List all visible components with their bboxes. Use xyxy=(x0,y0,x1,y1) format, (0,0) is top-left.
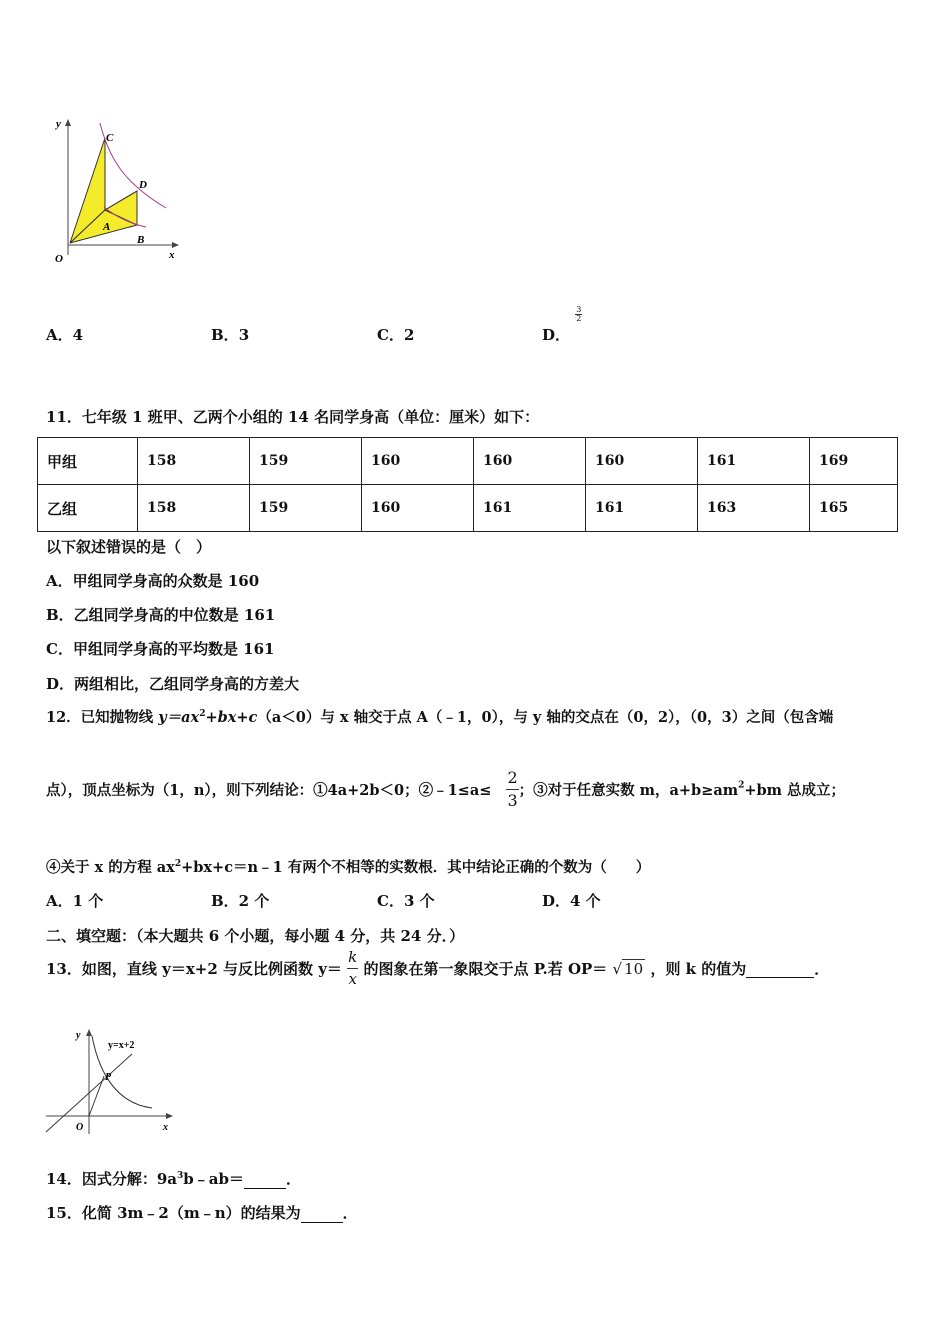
q15-answer-blank[interactable] xyxy=(301,1204,343,1223)
table-cell: 169 xyxy=(810,438,898,485)
q14-stem: 14．因式分解：$9a^3b﹣ab=$ ． xyxy=(46,1170,302,1188)
label-y: y xyxy=(56,118,61,130)
q11-option-b: B．乙组同学身高的中位数是 161 xyxy=(46,606,276,624)
q13-stem: 13．如图，直线 y＝x+2 与反比例函数 y＝ $\frac{k}{x}$ 的图象在第一象限交于点 P.若 OP＝ √ 10 ，则 k 的值为 ． xyxy=(46,948,830,988)
table-cell: 161 xyxy=(474,485,586,532)
q13-answer-blank[interactable] xyxy=(746,959,814,978)
y-axis-arrow xyxy=(65,119,71,126)
table-row xyxy=(38,485,898,532)
q10-option-c: C．2 xyxy=(377,326,415,344)
q13-figure xyxy=(42,1026,177,1138)
q12-line-1: 12．已知抛物线 $y=ax^2+bx+c(a<0)$与 x 轴交于点 A（﹣1，0），与 y 轴的交点在（0，2），（0，3）之间（包含端 xyxy=(46,709,834,726)
q10-option-b: B．3 xyxy=(211,326,250,344)
table-cell: 163 xyxy=(698,485,810,532)
table-row xyxy=(38,438,898,485)
table-cell: 160 xyxy=(362,438,474,485)
q11-option-c: C．甲组同学身高的平均数是 161 xyxy=(46,640,275,658)
q11-ask: 以下叙述错误的是（ ） xyxy=(46,538,212,556)
segment-op xyxy=(89,1076,104,1116)
sqrt-ten: √ 10 xyxy=(612,960,644,978)
q12-line-2: 点），顶点坐标为（1，n），则下列结论：①4a+2b＜0；②﹣1≤a≤ $\frac{2}{3}$ ；③对于任意实数 m，$a+b\ge am^2+bm$ 总成立； xyxy=(46,768,846,810)
label-x: x xyxy=(169,249,175,261)
row-label-yi: 乙组 xyxy=(38,485,138,532)
q10-figure xyxy=(48,115,183,265)
label-b: B xyxy=(137,234,145,246)
table-cell: 160 xyxy=(362,485,474,532)
q12-option-a: A．1 个 xyxy=(46,892,104,910)
q10-option-d: D． $\frac{3}{2}$ xyxy=(542,304,582,344)
table-cell: 160 xyxy=(586,438,698,485)
table-cell: 158 xyxy=(138,438,250,485)
q12-line-3: ④关于 x 的方程 $ax^2+bx+c=n﹣1$ 有两个不相等的实数根．其中结论正确的个数为（ ） xyxy=(46,859,651,876)
table-cell: 159 xyxy=(250,438,362,485)
label-c: C xyxy=(106,132,114,144)
label-x: x xyxy=(163,1122,168,1133)
fraction-three-halves: $\frac{3}{2}$ xyxy=(576,304,582,323)
label-p: P xyxy=(105,1072,112,1083)
label-line: y=x+2 xyxy=(108,1040,135,1051)
table-cell: 160 xyxy=(474,438,586,485)
label-y: y xyxy=(76,1030,81,1041)
label-a: A xyxy=(103,221,111,233)
fraction-k-over-x: $\frac{k}{x}$ xyxy=(348,948,358,988)
q15-stem: 15．化简 3m﹣2（m﹣n）的结果为 ． xyxy=(46,1204,358,1222)
label-d: D xyxy=(139,179,147,191)
q14-answer-blank[interactable] xyxy=(244,1170,286,1189)
table-cell: 165 xyxy=(810,485,898,532)
q11-stem: 11．七年级 1 班甲、乙两个小组的 14 名同学身高（单位：厘米）如下： xyxy=(46,408,540,426)
x-axis-arrow xyxy=(166,1113,173,1119)
x-axis-arrow xyxy=(172,242,179,248)
q11-option-d: D．两组相比，乙组同学身高的方差大 xyxy=(46,675,300,693)
section-two-heading: 二、填空题：（本大题共 6 个小题，每小题 4 分，共 24 分．） xyxy=(46,927,465,945)
label-origin: O xyxy=(55,253,63,265)
q12-option-c: C．3 个 xyxy=(377,892,435,910)
height-table xyxy=(37,437,898,532)
label-origin: O xyxy=(76,1122,84,1133)
fraction-two-thirds: $\frac{2}{3}$ xyxy=(507,768,518,810)
table-cell: 161 xyxy=(586,485,698,532)
table-cell: 158 xyxy=(138,485,250,532)
q10-option-a: A．4 xyxy=(46,326,84,344)
q12-option-d: D．4 个 xyxy=(542,892,601,910)
q11-option-a: A．甲组同学身高的众数是 160 xyxy=(46,572,260,590)
table-cell: 159 xyxy=(250,485,362,532)
q12-option-b: B．2 个 xyxy=(211,892,270,910)
table-cell: 161 xyxy=(698,438,810,485)
y-axis-arrow xyxy=(86,1029,92,1036)
row-label-jia: 甲组 xyxy=(38,438,138,485)
